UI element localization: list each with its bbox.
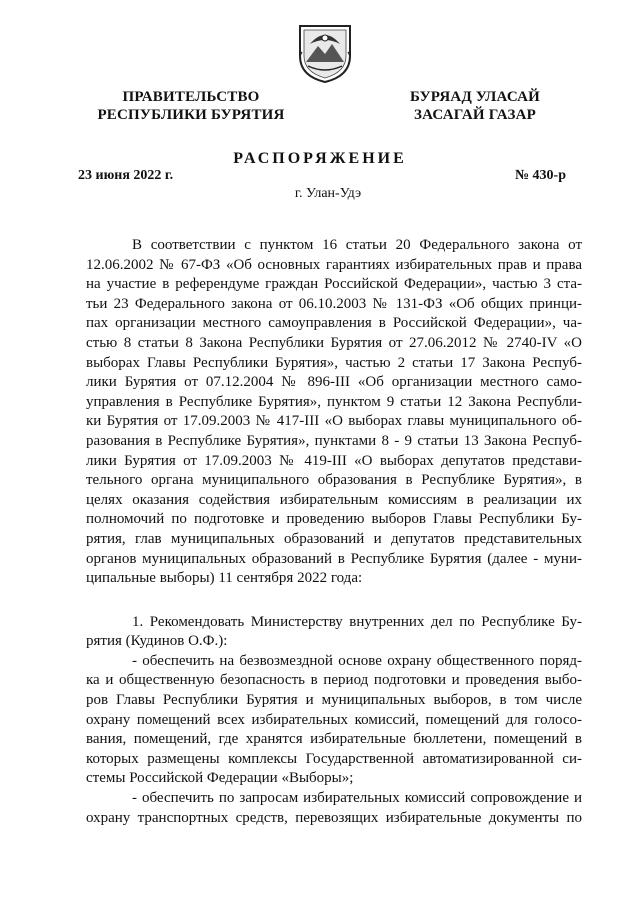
text-line: - обеспечить по запросам избирательных комиссий сопровождение и (132, 790, 582, 807)
text-line: полномочий по подготовке и проведению выборов Главы Республики Бу- (86, 511, 582, 528)
document-number: № 430-р (514, 168, 566, 183)
text-line: - обеспечить на безвозмездной основе охрану общественного поряд- (132, 652, 582, 669)
item-1-paragraph (86, 613, 582, 652)
text-line: выборах Главы Республики Бурятия», частью 2 статьи 17 Закона Респуб- (86, 354, 582, 371)
text-line: целях оказания содействия избирательным комиссиям в реализации их (86, 491, 582, 508)
document-date: 23 июня 2022 г. (78, 168, 174, 183)
text-line: рятия (Кудинов О.Ф.): (86, 633, 228, 650)
text-line: ки Бурятия от 17.09.2003 № 417-III «О выборах главы муниципального об- (86, 413, 582, 430)
document-city: г. Улан-Удэ (294, 186, 362, 201)
text-line: 12.06.2002 № 67-ФЗ «Об основных гарантиях избирательных прав и права (86, 256, 582, 273)
text-line: органов муниципальных образований в Республике Бурятия (далее - муни- (86, 550, 582, 567)
government-name-ru-line2: РЕСПУБЛИКИ БУРЯТИЯ (97, 107, 285, 123)
text-line: на участие в референдуме граждан Российской Федерации», частью 3 ста- (86, 276, 582, 293)
paragraph-spacer (86, 589, 582, 613)
text-line: 1. Рекомендовать Министерству внутренних дел по Республике Бу- (132, 613, 582, 630)
text-line: которых размещены комплексы Государственной автоматизированной си- (86, 750, 582, 767)
text-line: пах организации местного самоуправления в Российской Федерации», ча- (86, 315, 582, 332)
government-name-bua (400, 88, 550, 124)
government-name-ru (96, 88, 286, 124)
text-line: тельного органа муниципального образования в Республике Бурятия», в (86, 472, 582, 489)
text-line: стью 8 статьи 8 Закона Республики Бурятия от 27.06.2012 № 2740-IV «О (86, 334, 582, 351)
text-line: ров Главы Республики Бурятия и муниципальных выборов, в том числе (86, 692, 582, 709)
text-line: ципальные выборы) 11 сентября 2022 года: (86, 570, 363, 587)
text-line: рятия, глав муниципальных образований и депутатов представительных (86, 530, 582, 547)
government-name-ru-line1: ПРАВИТЕЛЬСТВО (122, 89, 260, 105)
text-line: охрану помещений всех избирательных комиссий, помещений для голосо- (86, 711, 582, 728)
text-line: охрану транспортных средств, перевозящих избирательные документы по (86, 809, 582, 826)
text-line: разования в Республике Бурятия», пунктами 8 - 9 статьи 13 Закона Респуб- (86, 432, 582, 449)
text-line: стемы Российской Федерации «Выборы»; (86, 770, 354, 787)
government-name-bua-line2: ЗАСАГАЙ ГАЗАР (414, 107, 536, 123)
document-body (86, 236, 582, 828)
text-line: В соответствии с пунктом 16 статьи 20 Федерального закона от (132, 237, 582, 253)
coat-of-arms-icon (296, 22, 354, 84)
text-line: лики Бурятия от 07.12.2004 № 896-III «Об организации местного само- (86, 374, 582, 391)
intro-paragraph (86, 236, 582, 589)
text-line: ка и общественную безопасность в период подготовки и проведения выбо- (86, 672, 582, 689)
text-line: управления в Республике Бурятия», пунктом 9 статьи 12 Закона Республи- (86, 393, 582, 410)
text-line: тьи 23 Федерального закона от 06.10.2003 № 131-ФЗ «Об общих принци- (86, 295, 582, 312)
document-title: РАСПОРЯЖЕНИЕ (233, 150, 407, 167)
text-line: вания, помещений, где хранятся избирательные бюллетени, помещений в (86, 731, 582, 748)
government-name-bua-line1: БУРЯАД УЛАСАЙ (409, 89, 541, 105)
item-1-bullet-2 (86, 789, 582, 828)
text-line: лики Бурятия от 17.09.2003 № 419-III «О выборах депутатов представи- (86, 452, 582, 469)
item-1-bullet-1 (86, 652, 582, 789)
